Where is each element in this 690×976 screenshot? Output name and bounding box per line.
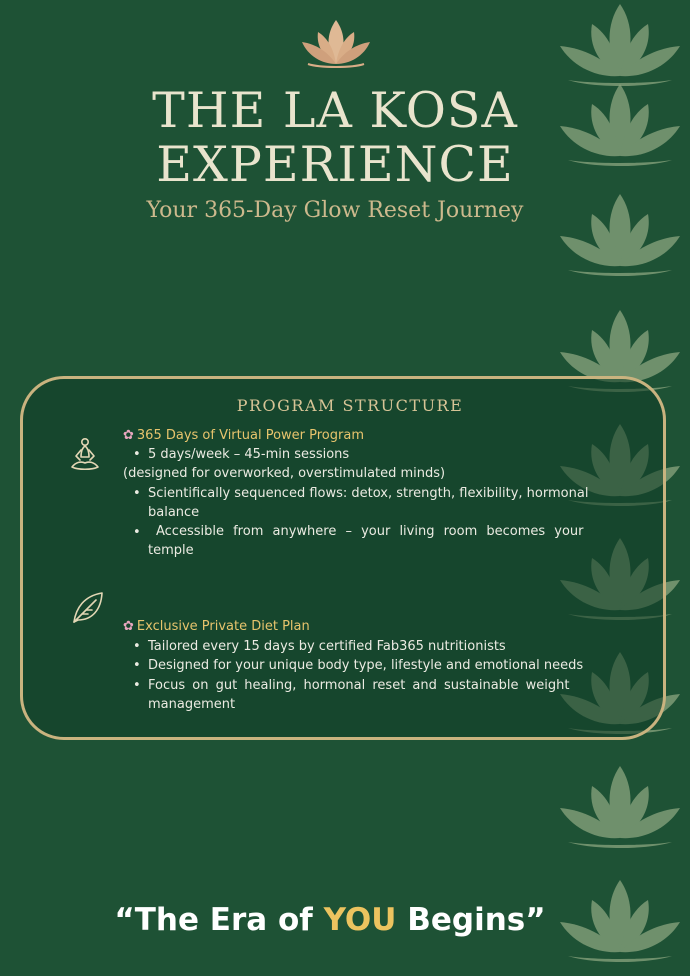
section-virtual-program-title: ✿ 365 Days of Virtual Power Program — [123, 428, 364, 443]
list-item: 5 days/week – 45-min sessions — [148, 447, 350, 462]
bullet-icon: • — [133, 639, 141, 654]
title-line-2: EXPERIENCE — [156, 136, 514, 193]
bullet-icon: • — [133, 658, 141, 673]
list-item: Scientifically sequenced flows: detox, strength, flexibility, hormonal balance — [148, 486, 589, 520]
bullet-icon: • — [133, 486, 141, 501]
list-item: Tailored every 15 days by certified Fab365 nutritionists — [148, 639, 506, 654]
lotus-pattern-icon — [550, 762, 690, 858]
tagline-quote: “The Era of YOU Begins” — [114, 902, 546, 938]
leaf-icon — [70, 590, 106, 626]
flower-icon: ✿ — [123, 428, 134, 443]
list-item: Focus on gut healing, hormonal reset and sustainable weight management — [148, 678, 570, 712]
subtitle: Your 365-Day Glow Reset Journey — [146, 198, 524, 223]
lotus-logo-icon — [296, 18, 376, 70]
section-diet-plan-title: ✿ Exclusive Private Diet Plan — [123, 619, 310, 634]
title-line-1: THE LA KOSA — [152, 82, 518, 139]
quote-highlight: YOU — [323, 902, 397, 938]
bullet-icon: • — [133, 525, 141, 540]
list-item: Designed for your unique body type, lifestyle and emotional needs — [148, 658, 584, 673]
program-heading: PROGRAM STRUCTURE — [236, 396, 464, 415]
flower-icon: ✿ — [123, 619, 134, 634]
bullet-icon: • — [133, 447, 141, 462]
bullet-icon: • — [133, 678, 141, 693]
meditation-icon — [66, 436, 104, 474]
list-note: (designed for overworked, overstimulated minds) — [123, 466, 446, 481]
list-item: Accessible from anywhere – your living room becomes your temple — [148, 524, 584, 558]
